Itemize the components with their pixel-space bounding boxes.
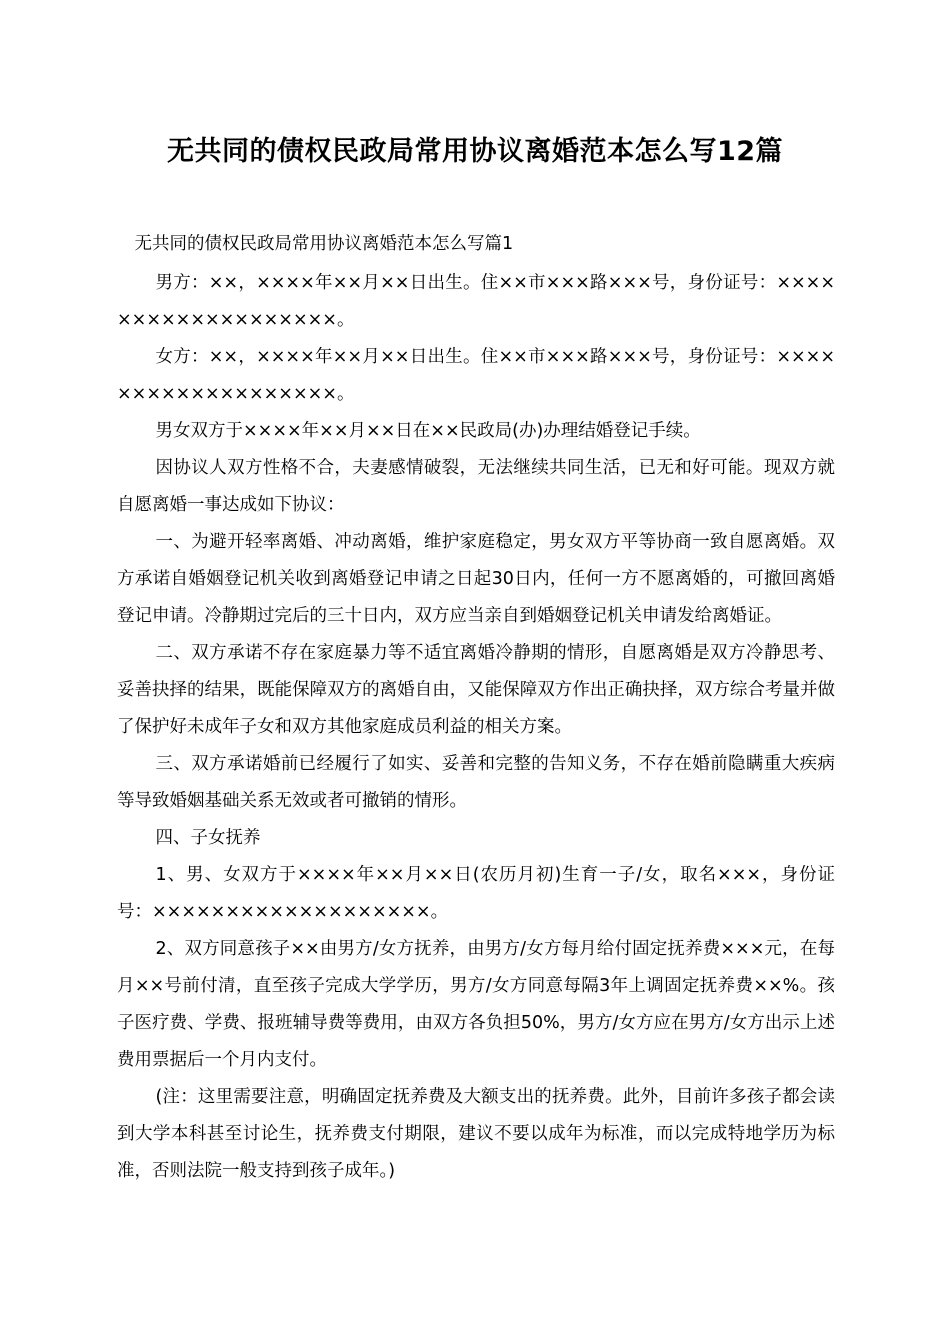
paragraph-child-birth: 1、男、女双方于××××年××月××日(农历月初)生育一子/女，取名×××，身份证号：×××××××××××××××××××。 [117,865,835,922]
paragraph-clause-four-heading: 四、子女抚养 [155,828,261,848]
section-heading: 无共同的债权民政局常用协议离婚范本怎么写篇1 [134,234,514,254]
document-title: 无共同的债权民政局常用协议离婚范本怎么写12篇 [166,136,784,167]
paragraph-child-support: 2、双方同意孩子××由男方/女方抚养，由男方/女方每月给付固定抚养费×××元，在每月××号前付清，直至孩子完成大学学历，男方/女方同意每隔3年上调固定抚养费××%。孩子医疗费、学费、报班辅导费等费用，由双方各负担50%，男方/女方应在男方/女方出示上述费用票据后一个月内支付。 [117,939,835,1070]
paragraph-clause-two: 二、双方承诺不存在家庭暴力等不适宜离婚冷静期的情形，自愿离婚是双方冷静思考、妥善抉择的结果，既能保障双方的离婚自由，又能保障双方作出正确抉择，双方综合考量并做了保护好未成年子女和双方其他家庭成员利益的相关方案。 [117,643,835,737]
paragraph-note: (注：这里需要注意，明确固定抚养费及大额支出的抚养费。此外，目前许多孩子都会读到大学本科甚至讨论生，抚养费支付期限，建议不要以成年为标准，而以完成特地学历为标准，否则法院一般支持到孩子成年。) [117,1087,835,1181]
paragraph-divorce-reason: 因协议人双方性格不合，夫妻感情破裂，无法继续共同生活，已无和好可能。现双方就自愿离婚一事达成如下协议： [117,458,835,515]
document-body [117,226,835,1190]
paragraph-male-party: 男方：××，××××年××月××日出生。住××市×××路×××号，身份证号：×××××××××××××××××××。 [117,273,835,330]
paragraph-clause-three: 三、双方承诺婚前已经履行了如实、妥善和完整的告知义务，不存在婚前隐瞒重大疾病等导致婚姻基础关系无效或者可撤销的情形。 [117,754,835,811]
paragraph-female-party: 女方：××，××××年××月××日出生。住××市×××路×××号，身份证号：×××××××××××××××××××。 [117,347,835,404]
paragraph-clause-one: 一、为避开轻率离婚、冲动离婚，维护家庭稳定，男女双方平等协商一致自愿离婚。双方承诺自婚姻登记机关收到离婚登记申请之日起30日内，任何一方不愿离婚的，可撤回离婚登记申请。冷静期过完后的三十日内，双方应当亲自到婚姻登记机关申请发给离婚证。 [117,532,835,626]
paragraph-marriage-registration: 男女双方于××××年××月××日在××民政局(办)办理结婚登记手续。 [155,421,701,441]
